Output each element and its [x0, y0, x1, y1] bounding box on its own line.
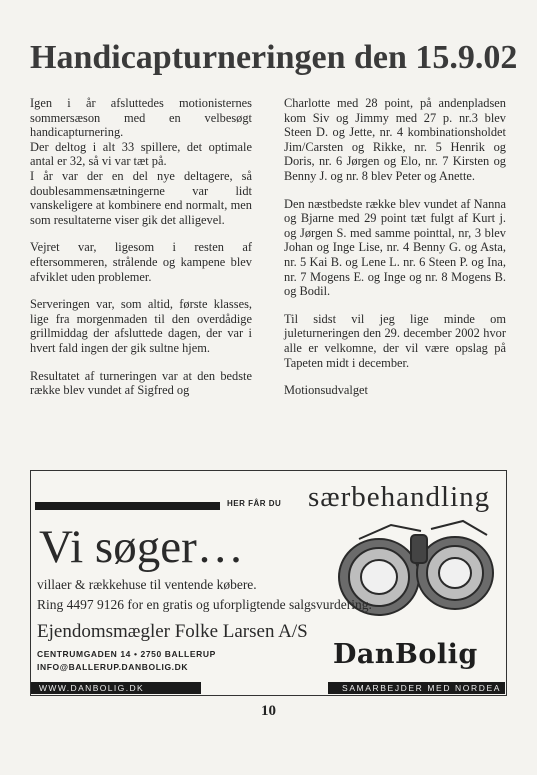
cooperation-note: SAMARBEJDER MED NORDEA [342, 683, 501, 693]
paragraph: I år var der en del nye deltagere, så doublesammensætningerne var lidt vanskeligere at kombinere end normalt, men som resultaterne viser gik det alligevel. [30, 168, 252, 227]
ad-text-line: villaer & rækkehuse til ventende købere. [37, 577, 257, 592]
agent-name: Ejendomsmægler Folke Larsen A/S [37, 621, 308, 642]
paragraph: Der deltog i alt 33 spillere, det optimale antal er 32, så vi var tæt på. [30, 139, 252, 169]
tagline-small: HER FÅR DU [227, 499, 282, 508]
danbolig-advertisement [30, 470, 507, 696]
page-number: 10 [261, 703, 276, 719]
article-title: Handicapturneringen den 15.9.02 [30, 39, 518, 76]
ad-headline: Vi søger… [39, 521, 244, 573]
paragraph: Serveringen var, som altid, første klasses, lige fra morgenmaden til den overdådige grillmiddag der afsluttede dagen, der var i hvert fald ingen der gik sultne hjem. [30, 297, 252, 355]
signature: Motionsudvalget [284, 383, 368, 398]
website-link[interactable]: WWW.DANBOLIG.DK [39, 683, 145, 693]
ad-text-line: Ring 4497 9126 for en gratis og uforpligtende salgsvurdering. [37, 597, 372, 612]
tagline-row [35, 481, 505, 515]
paragraph: Den næstbedste række blev vundet af Nanna og Bjarne med 29 point tæt fulgt af Kurt j. og Jørgen S. med samme pointtal, nr, 3 blev Johan og Inge Lise, nr. 4 Benny G. og Asta, nr. 5 Kai B. og Lene L. nr. 6 Steen P. og Ina, nr. 7 Mogens E. og Inge og nr. 8 Mogens B. og Bodil. [284, 196, 506, 299]
brand-logo: DanBolig [333, 639, 478, 670]
paragraph: Resultatet af turneringen var at den bedste række blev vundet af Sigfred og [30, 368, 252, 398]
paragraph: Charlotte med 28 point, på andenpladsen kom Siv og Jimmy med 27 p. nr.3 blev Steen D. og Jette, nr. 4 kombinationsholdet Jim/Carsten og Rikke, nr. 5 Henrik og Doris, nr. 6 Jørgen og Elo, nr. 7 Kirsten og Benny J. og nr. 8 blev Peter og Anette. [284, 96, 506, 183]
footer-gap [201, 682, 328, 694]
paragraph: Igen i år afsluttedes motionisternes sommersæson med en velbesøgt handicapturnering. [30, 96, 252, 140]
tagline-big: særbehandling [308, 481, 491, 513]
decorative-bar [35, 502, 220, 510]
agent-email: INFO@BALLERUP.DANBOLIG.DK [37, 662, 189, 672]
agent-address: CENTRUMGADEN 14 • 2750 BALLERUP [37, 649, 216, 659]
left-column [30, 96, 252, 411]
paragraph: Vejret var, ligesom i resten af eftersommeren, strålende og kampene blev afviklet uden problemer. [30, 240, 252, 284]
right-column [284, 96, 506, 411]
paragraph: Til sidst vil jeg lige minde om juleturneringen den 29. december 2002 hvor alle er velkomne, der vil være opslag på Tapeten midt i december. [284, 311, 506, 370]
